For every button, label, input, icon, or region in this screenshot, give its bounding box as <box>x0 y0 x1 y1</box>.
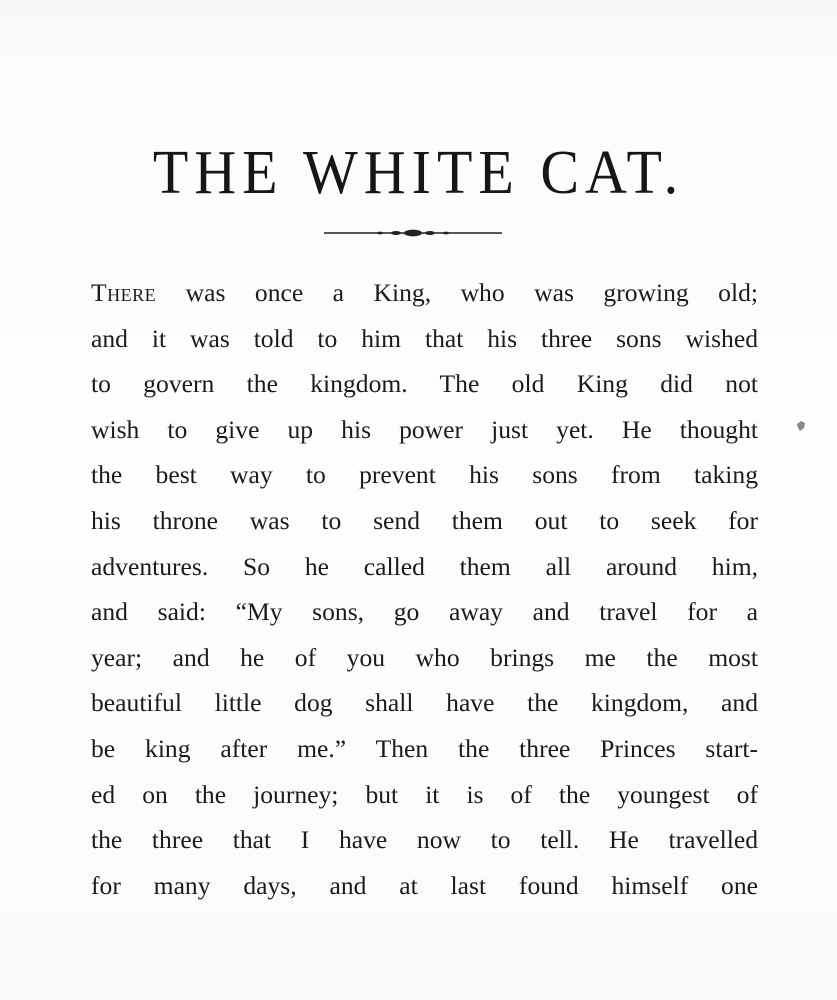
text-line: and said: “My sons, go away and travel for a <box>91 597 758 627</box>
text-line: wish to give up his power just yet. He thought <box>91 414 758 444</box>
text-line: for many days, and at last found himself one <box>91 870 758 900</box>
text-line: and it was told to him that his three sons wished <box>91 323 758 353</box>
opening-word: There <box>91 278 157 307</box>
ink-blot-mark <box>796 420 806 432</box>
text-line: adventures. So he called them all around him, <box>91 551 758 581</box>
text-line: the three that I have now to tell. He travelled <box>91 825 758 855</box>
text-line: his throne was to send them out to seek for <box>91 505 758 535</box>
text-line: the best way to prevent his sons from taking <box>91 460 758 490</box>
text-line: ed on the journey; but it is of the youngest of <box>91 779 758 809</box>
ornament-rule-icon <box>324 226 502 240</box>
text-line: be king after me.” Then the three Princes start- <box>91 733 758 763</box>
chapter-title: THE WHITE CAT. <box>152 136 685 208</box>
story-text <box>91 270 758 908</box>
text-line: to govern the kingdom. The old King did not <box>91 369 758 399</box>
text-line: year; and he of you who brings me the most <box>91 642 758 672</box>
text-line: There was once a King, who was growing old; <box>91 278 758 307</box>
text-line: beautiful little dog shall have the kingdom, and <box>91 688 758 718</box>
title-ornament-rule <box>324 226 502 240</box>
